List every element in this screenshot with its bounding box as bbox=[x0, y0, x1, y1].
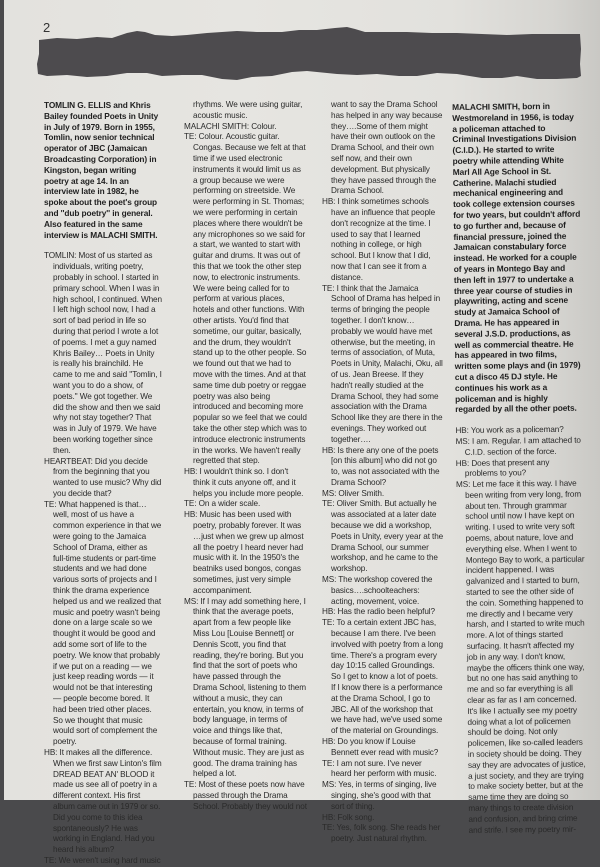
interview-paragraph: MS: Oliver Smith. bbox=[322, 488, 384, 498]
interview-paragraph: MS: Yes, in terms of singing, live singing, she's good with that sort of thing. bbox=[322, 780, 437, 811]
interview-paragraph: HB: Folk song. bbox=[322, 812, 375, 822]
interview-paragraph: TE: Yes, folk song. She reads her poetry. Just natural rhythm. bbox=[322, 823, 441, 844]
interview-continuation: want to say the Drama School has helped in any way because they….Some of them might have their own outlook on the Drama School, and their own self now, and their own development. But physically they have passed through the Drama School. bbox=[331, 100, 443, 196]
interview-continuation: rhythms. We were using guitar, acoustic music. bbox=[193, 100, 303, 120]
banner-shape bbox=[37, 27, 581, 80]
interview-paragraph: HB: Do you know if Louise Bennett ever read with music? bbox=[322, 737, 439, 757]
interview-paragraph: MS: Let me face it this way. I have been writing from very long, from about ten. Through grammar school until now I have kept on writing. I used to write very soft poems, about nature, love and everything else. When I went to Montego Bay to work, a particular incident happened. I was galvanized and I started to burn, started to see the other side of the coin. Something happened to me directly and I became very harsh, and I started to write much more. A lot of things started surfacing. It hasn't affected my job in any way. I don't know, maybe the officers think one way, but no one has said anything to me and so far everything is all clear as far as I am concerned. It's like I actually see my poetry doing what a lot of policemen should be doing. Not only policemen, like so-called leaders in society should be doing. They say they are advocates of justice, a just society, and they are trying to make society better, but at the same time they are doing so many things to create division and confusion, and bring crime and strife. I see my poetry mir- bbox=[455, 478, 586, 835]
interview-paragraph: HB: Has the radio been helpful? bbox=[322, 607, 435, 617]
interview-paragraph: HB: You work as a policeman? bbox=[455, 424, 564, 436]
column-3 bbox=[322, 100, 444, 845]
interview-paragraph: TE: Oliver Smith. But actually he was associated at a later date because we did a workshop, Poets in Unity, every year at the Drama School, our summer workshop, and he came to the workshop. bbox=[322, 499, 444, 574]
interview-paragraph: TOMLIN: Most of us started as individuals, writing poetry, probably in school. I started in primary school. When I was in high school, I continued. When I left high school now, I had a sort of bad period in life so during that period I wrote a lot of poems. I met a guy named Khris Bailey… Poets in Unity is really his brainchild. He came to me and said ''Tomlin, I want you to do a show, of poets.'' We got together. We did the show and then we said why not stay together? That was in July of 1979. We have been working together since then. bbox=[44, 251, 162, 455]
column-2 bbox=[184, 100, 307, 813]
column-4 bbox=[452, 101, 588, 837]
interview-paragraph: HB: Music has been used with poetry, probably forever. It was …just when we grew up almost all the poetry I heard never had music with it. In the 1950's the beatniks used bongos, congas sometimes, just very simple accompaniment. bbox=[184, 510, 304, 595]
interview-paragraph: HB: It makes all the difference. When we first saw Linton's film DREAD BEAT AN' BLOOD it made us see all of poetry in a different context. His first album came out in 1979 or so. Did you come to this idea spontaneously? He was working in England. Had you heard his album? bbox=[44, 748, 162, 855]
interview-paragraph: HB: I think sometimes schools have an influence that people don't recognize at the time. I used to say that I learned nothing in college, or high school. But I know that I did, now that I can see it from a distance. bbox=[322, 197, 436, 282]
interview-paragraph: HB: Does that present any problems to you? bbox=[455, 457, 550, 479]
interview-paragraph: MS: I am. Regular. I am attached to C.I.D. section of the force. bbox=[455, 435, 581, 457]
torn-paper-banner bbox=[37, 24, 582, 92]
interview-paragraph: TE: I think that the Jamaica School of Drama has helped in terms of bringing the people together. I don't know…probably we would have met otherwise, but the meeting, in terms of association, of Muta, Poets in Unity, Malachi, Oku, all of us. Jean Breese. If they hadn't really studied at the Drama School, they had some association with the Drama School like they are there in the evenings. They worked out together…. bbox=[322, 283, 443, 444]
interview-paragraph: HB: I wouldn't think so. I don't think it cuts anyone off, and it helps you include more people. bbox=[184, 467, 304, 498]
interview-paragraph: HEARTBEAT: Did you decide from the beginning that you wanted to use music? Why did you decide that? bbox=[44, 456, 162, 498]
interview-paragraph: TE: To a certain extent JBC has, because I am there. I've been involved with poetry from a long time. There's a program every day 10:15 called Groundings. So I get to know a lot of poets. If I know there is a performance at the Drama School, I go to JBC. All of the workshop that we have had, we've used some of the material on Groundings. bbox=[322, 618, 443, 736]
interview-paragraph: TE: On a wider scale. bbox=[184, 499, 261, 509]
interview-paragraph: TE: I am not sure. I've never heard her perform with music. bbox=[322, 758, 437, 779]
interview-paragraph: TE: Most of these poets now have passed through the Drama School. Probably they would not bbox=[184, 780, 307, 811]
tomlin-ellis-bio: TOMLIN G. ELLIS and Khris Bailey founded Poets in Unity in July of 1979. Born in 1955, Tomlin, now senior technical operator of JBC (Jamaican Broadcasting Corporation) in Kingston, began writing poetry at age 14. In an interview late in 1982, he spoke about the poet's group and ''dub poetry'' in general. Also featured in the same interview is MALACHI SMITH. bbox=[44, 100, 159, 240]
interview-paragraph: MS: The workshop covered the basics….schoolteachers: acting, movement, voice. bbox=[322, 575, 433, 606]
malachi-smith-bio: MALACHI SMITH, born in Westmoreland in 1956, is today a policeman attached to Criminal Investigations Division (C.I.D.). He started to write poetry while attending White Marl All Age School in St. Catherine. Malachi studied mechanical engineering and took college extension courses for two years, but couldn't afford to go further and, because of financial pressure, joined the Jamaican constabulary force instead. He worked for a couple of years in Montego Bay and then left in 1977 to undertake a three year course of studies in playwriting, acting and scene study at Jamaica School of Drama. He has appeared in several J.S.D. productions, as well as commercial theatre. He has appeared in two films, written some plays and (in 1979) cut a disco 45 DJ style. He continues his work as a policeman and is highly regarded by all the other poets. bbox=[452, 100, 581, 415]
interview-paragraph: TE: Colour. Acoustic guitar. Congas. Because we felt at that time if we used electronic instruments it would limit us as a group because we were performing on streetside. We were performing in St. Thomas; we were performing in certain places where there wouldn't be any microphones so we said for a start, we wanted to start with guitar and drums. It was out of this that we took the other step now, to electronic instruments. We were being called for to perform at various places, hotels and other functions. With other artists. You'd find that sometime, our guitar, basically, and the drum, they wouldn't stand up to the other people. So we found out that we had to move with the times. And at that same time dub poetry or reggae poetry was also being introduced and becoming more popular so we feel that we could take the other step which was to introduce electronic instruments in the works. We haven't really regretted that step. bbox=[184, 132, 307, 466]
column-1 bbox=[44, 100, 162, 867]
interview-paragraph: TE: We weren't using hard music bbox=[44, 855, 161, 865]
interview-paragraph: MS: If I may add something here, I think that the average poets, apart from a few people like Miss Lou [Louise Bennett] or Dennis Scott, you find that reading, they're boring. But you find that the sort of poets who have passed through the Drama School, listening to them without a music, they can entertain, you know, in terms of body language, in terms of voice and things like that, because of formal training. Without music. They are just as good. The drama training has helped a lot. bbox=[184, 596, 306, 779]
interview-paragraph: HB: Is there any one of the poets [on this album] who did not go to, was not associated with the Drama School? bbox=[322, 445, 440, 487]
interview-paragraph: MALACHI SMITH: Colour. bbox=[184, 121, 277, 131]
page-number: 2 bbox=[43, 20, 51, 35]
interview-paragraph: TE: What happened is that…well, most of us have a common experience in that we were going to the Jamaica School of Drama, either as full-time students or part-time students and we had done various sorts of projects and I think the drama experience helped us and we realized that music and poetry wasn't being done on a large scale so we thought it would be good and add some sort of life to the poetry. We know that probably if we put on a reading — we just keep reading words — it would not be that interesting — people become bored. It had been tried other places. So we thought that music would sort of complement the poetry. bbox=[44, 499, 162, 747]
magazine-page bbox=[4, 0, 600, 865]
